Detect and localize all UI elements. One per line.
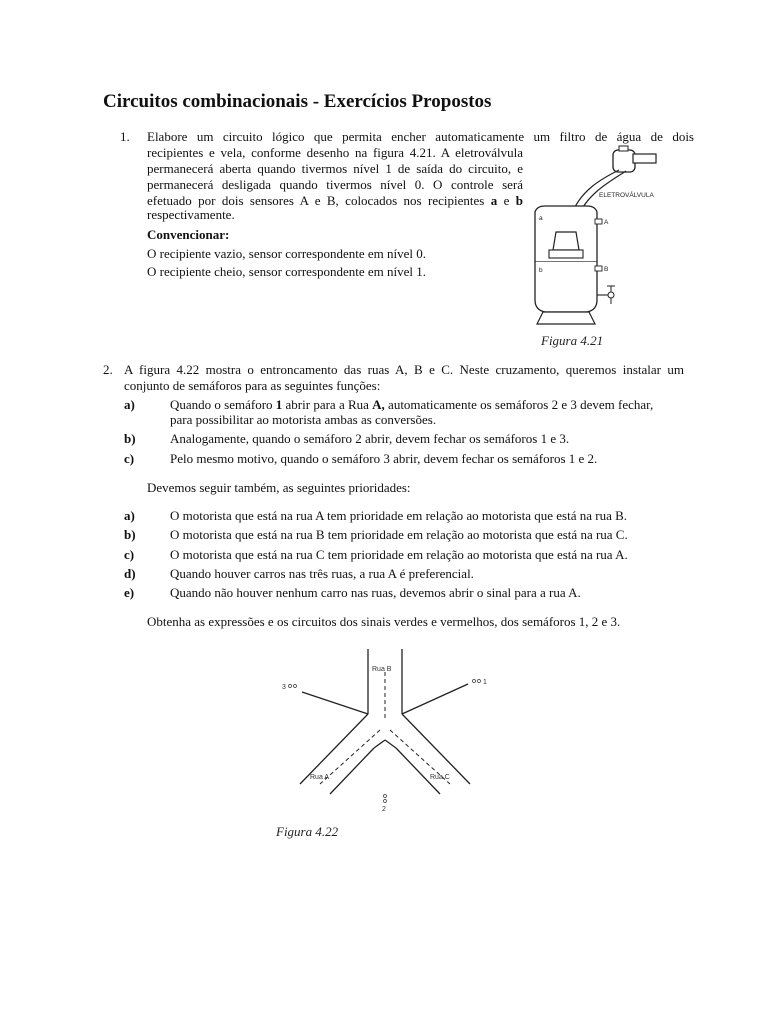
recipient-b-small-label: b: [539, 267, 543, 274]
function-b-label: b): [124, 431, 136, 446]
figure-4-21: [525, 140, 695, 350]
filter-candle: [553, 232, 579, 250]
question-1-line-5-start: efetuado por dois sensores A e B, colocados nos recipientes: [147, 193, 485, 208]
recipient-a-small-label: a: [539, 215, 543, 222]
function-c-label: c): [124, 451, 135, 466]
function-a-rua-a: A,: [372, 397, 385, 412]
figure-4-21-caption: Figura 4.21: [541, 333, 604, 348]
function-c-text: Pelo mesmo motivo, quando o semáforo 3 abrir, devem fechar os semáforos 1 e 2.: [170, 451, 598, 466]
valve-label: ELETROVÁLVULA: [599, 192, 654, 199]
page-title: Circuitos combinacionais - Exercícios Propostos: [103, 91, 492, 112]
priority-c-text: O motorista que está na rua C tem prioridade em relação ao motorista que está na rua A.: [170, 547, 628, 562]
figure-4-22: [270, 644, 510, 844]
signal-3-lamp-2: [294, 685, 297, 688]
priority-e-text: Quando não houver nenhum carro nas ruas, devemos abrir o sinal para a rua A.: [170, 585, 581, 600]
question-2-number: 2.: [103, 362, 113, 377]
filter-stand: [537, 312, 595, 324]
closing-instruction: Obtenha as expressões e os circuitos dos sinais verdes e vermelhos, dos semáforos 1, 2 e 3.: [147, 614, 621, 629]
function-a-start: Quando o semáforo: [170, 397, 273, 412]
upper-right-edge: [402, 684, 468, 714]
question-2-line-1: A figura 4.22 mostra o entroncamento das ruas A, B e C. Neste cruzamento, queremos instalar um: [124, 362, 684, 377]
question-1-line-4: permanecerá desligada quando tivermos nível 0. O controle será: [147, 177, 523, 192]
function-a-label: a): [124, 397, 135, 412]
priority-d-label: d): [124, 566, 136, 581]
lower-recipient: [535, 262, 597, 312]
valve-body: [613, 150, 635, 172]
function-a-semaphore-1: 1: [275, 397, 283, 412]
question-1-line-3: permanecerá aberta quando tivermos nível 1 de saída do circuito, e: [147, 161, 523, 176]
convention-full: O recipiente cheio, sensor correspondente em nível 1.: [147, 264, 427, 279]
conj-e: e: [503, 193, 510, 208]
upper-left-edge: [302, 692, 368, 714]
rua-b-label: Rua B: [372, 666, 392, 673]
wedge-left-edge: [374, 740, 385, 748]
sensor-a-label: A: [604, 219, 609, 226]
sensor-a: [595, 219, 602, 224]
rua-a-label: Rua A: [310, 774, 330, 781]
recipient-a-ref: a: [490, 193, 498, 208]
function-a-line-1: [170, 397, 653, 413]
function-a-mid: abrir para a Rua: [285, 397, 369, 412]
signal-2-label: 2: [382, 806, 386, 813]
priority-b-label: b): [124, 527, 136, 542]
convention-empty: O recipiente vazio, sensor correspondente em nível 0.: [147, 246, 427, 261]
candle-base: [549, 250, 583, 258]
priority-e-label: e): [124, 585, 135, 600]
priority-a-label: a): [124, 508, 135, 523]
valve-cap: [619, 146, 628, 151]
question-1-line-6: respectivamente.: [147, 207, 235, 222]
tap-icon: [608, 292, 614, 298]
signal-1-lamp-1: [473, 680, 476, 683]
signal-1-label: 1: [483, 679, 487, 686]
question-1-number: 1.: [120, 129, 130, 144]
function-a-line-2: para possibilitar ao motorista ambas as conversões.: [170, 412, 437, 427]
rua-c-label: Rua C: [430, 774, 450, 781]
priority-b-text: O motorista que está na rua B tem prioridade em relação ao motorista que está na rua C.: [170, 527, 628, 542]
priority-a-text: O motorista que está na rua A tem prioridade em relação ao motorista que está na rua B.: [170, 508, 628, 523]
signal-2-lamp-1: [384, 795, 387, 798]
question-1-line-2: recipientes e vela, conforme desenho na figura 4.21. A eletroválvula: [147, 145, 523, 160]
priority-d-text: Quando houver carros nas três ruas, a rua A é preferencial.: [170, 566, 474, 581]
signal-1-lamp-2: [478, 680, 481, 683]
function-b-text: Analogamente, quando o semáforo 2 abrir, devem fechar os semáforos 1 e 3.: [170, 431, 570, 446]
wedge-right-edge: [385, 740, 396, 748]
figure-4-22-caption: Figura 4.22: [276, 824, 339, 839]
sensor-b-label: B: [604, 266, 609, 273]
valve-inlet-pipe: [633, 154, 656, 163]
signal-3-lamp-1: [289, 685, 292, 688]
priority-c-label: c): [124, 547, 135, 562]
question-1-line-1: Elabore um circuito lógico que permita encher automaticamente um filtro de água de dois: [147, 129, 694, 144]
convention-label: Convencionar:: [147, 227, 230, 242]
function-a-end: automaticamente os semáforos 2 e 3 devem fechar,: [388, 397, 654, 412]
signal-2-lamp-2: [384, 800, 387, 803]
signal-3-label: 3: [282, 684, 286, 691]
recipient-b-ref: b: [515, 193, 523, 208]
priorities-intro: Devemos seguir também, as seguintes prioridades:: [147, 480, 411, 495]
sensor-b: [595, 266, 602, 271]
question-2-line-2: conjunto de semáforos para as seguintes funções:: [124, 378, 381, 393]
